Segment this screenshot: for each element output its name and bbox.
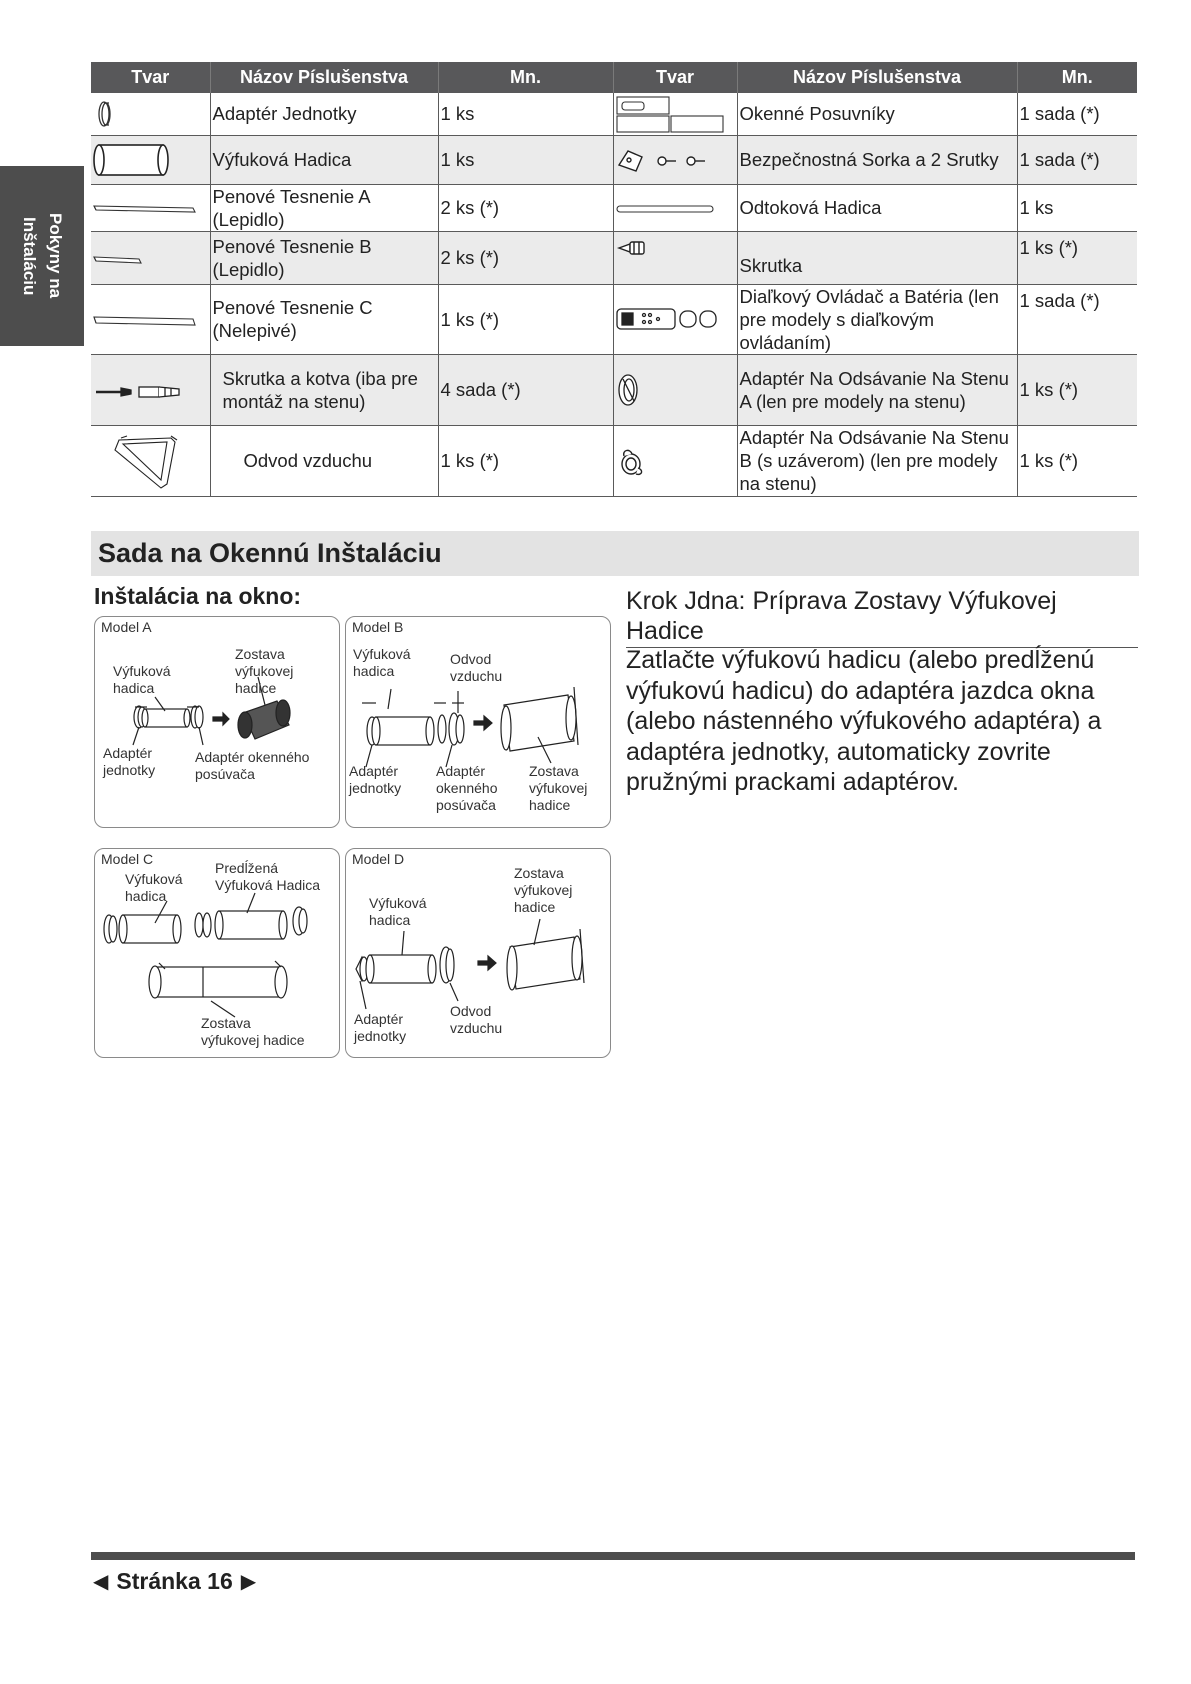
exhaust-hose-icon [91, 135, 210, 184]
diagram-model-b [345, 616, 611, 828]
subsection-title: Inštalácia na okno: [94, 583, 302, 609]
col-header-shape: Tvar [91, 62, 210, 93]
foam-seal-c-icon [91, 284, 210, 354]
item-qty: 1 sada (*) [1017, 284, 1137, 354]
table-row [91, 93, 1137, 135]
wall-adapter-b-icon [613, 425, 737, 496]
model-d-outlet-label: Odvod vzduchu [450, 1003, 503, 1036]
model-a-hose-label: Výfuková hadica [113, 663, 171, 696]
model-a-unit-adapter-label: Adaptér jednotky [103, 745, 156, 778]
table-header-row [91, 62, 1137, 93]
item-name: Výfuková Hadica [210, 135, 438, 184]
item-name: Bezpečnostná Sorka a 2 Srutky [737, 135, 1017, 184]
item-name: Skrutka [737, 231, 1017, 284]
section-title: Sada na Okennú Inštaláciu [98, 538, 442, 568]
item-name: Penové Tesnenie C (Nelepivé) [210, 284, 438, 354]
diagram-model-a [94, 616, 340, 828]
item-name: Penové Tesnenie A (Lepidlo) [210, 184, 438, 231]
model-a-title: Model A [101, 619, 152, 635]
item-qty: 1 ks [438, 135, 613, 184]
item-qty: 2 ks (*) [438, 184, 613, 231]
model-c-assembly-label: Zostava výfukovej hadice [201, 1015, 305, 1048]
remote-control-icon [613, 284, 737, 354]
footer-divider [91, 1552, 1135, 1560]
side-tab-label: Pokyny na Inštaláciu [20, 213, 65, 299]
col-header-name: Názov Píslušenstva [737, 62, 1017, 93]
col-header-qty: Mn. [438, 62, 613, 93]
screw-icon [613, 231, 737, 284]
item-name: Okenné Posuvníky [737, 93, 1017, 135]
model-b-unit-adapter-label: Adaptér jednotky [349, 763, 402, 796]
model-b-assembly-label: Zostava výfukovej hadice [529, 763, 588, 813]
model-c-extended-label: Predĺžená Výfuková Hadica [215, 860, 321, 893]
model-c-hose-label: Výfuková hadica [125, 871, 183, 904]
item-qty: 1 ks [438, 93, 613, 135]
model-d-hose-label: Výfuková hadica [369, 895, 427, 928]
section-header [91, 531, 1139, 576]
col-header-qty: Mn. [1017, 62, 1137, 93]
model-c-title: Model C [101, 851, 154, 867]
model-a-assembly-label: Zostava výfukovej hadice [235, 646, 294, 696]
item-name: Odtoková Hadica [737, 184, 1017, 231]
step-title: Krok Jdna: Príprava Zostavy Výfukovej Hadice [626, 586, 1138, 648]
item-qty: 1 sada (*) [1017, 135, 1137, 184]
foam-seal-b-icon [91, 231, 210, 284]
item-name: Adaptér Na Odsávanie Na Stenu B (s uzáverom) (len pre modely na stenu) [737, 425, 1017, 496]
table-row [91, 184, 1137, 231]
model-a-slider-adapter-label: Adaptér okenného posúvača [195, 749, 310, 782]
model-d-assembly-label: Zostava výfukovej hadice [514, 865, 573, 915]
wall-adapter-a-icon [613, 354, 737, 425]
window-slider-icon [613, 93, 737, 135]
drain-hose-icon [613, 184, 737, 231]
diagram-model-c [94, 848, 340, 1058]
air-outlet-icon [91, 425, 210, 496]
model-b-title: Model B [352, 619, 404, 635]
item-qty: 1 ks (*) [1017, 354, 1137, 425]
item-qty: 1 sada (*) [1017, 93, 1137, 135]
model-a-drawing [95, 617, 339, 827]
item-qty: 1 ks (*) [1017, 425, 1137, 496]
safety-bracket-icon [613, 135, 737, 184]
step-body: Zatlačte výfukovú hadicu (alebo predĺženú výfukovú hadicu) do adaptéra jazdca okna (alebo nástenného výfukového adaptéra) a adaptéra jednotky, automaticky zovrite pružnými prackami adaptérov. [626, 646, 1102, 796]
item-name: Odvod vzduchu [210, 425, 438, 496]
foam-seal-a-icon [91, 184, 210, 231]
model-d-unit-adapter-label: Adaptér jednotky [354, 1011, 407, 1044]
item-name: Adaptér Jednotky [210, 93, 438, 135]
col-header-shape: Tvar [613, 62, 737, 93]
item-qty: 1 ks (*) [1017, 231, 1137, 284]
side-tab [0, 166, 84, 346]
table-row [91, 231, 1137, 284]
model-b-hose-label: Výfuková hadica [353, 646, 411, 679]
item-name: Diaľkový Ovládač a Batéria (len pre modely s diaľkovým ovládaním) [737, 284, 1017, 354]
page-footer [93, 1568, 256, 1595]
accessories-table [91, 62, 1137, 497]
screw-and-anchor-icon [91, 354, 210, 425]
unit-adapter-icon [91, 93, 210, 135]
item-name: Penové Tesnenie B (Lepidlo) [210, 231, 438, 284]
model-b-slider-adapter-label: Adaptér okenného posúvača [436, 763, 498, 813]
previous-page-icon[interactable]: ◀ [93, 1571, 109, 1593]
table-row [91, 354, 1137, 425]
next-page-icon[interactable]: ▶ [240, 1571, 257, 1593]
table-row [91, 425, 1137, 496]
model-d-title: Model D [352, 851, 405, 867]
item-qty: 2 ks (*) [438, 231, 613, 284]
col-header-name: Názov Píslušenstva [210, 62, 438, 93]
item-qty: 4 sada (*) [438, 354, 613, 425]
item-qty: 1 ks (*) [438, 425, 613, 496]
diagram-model-d [345, 848, 611, 1058]
item-name: Skrutka a kotva (iba pre montáž na stenu) [210, 354, 438, 425]
item-qty: 1 ks [1017, 184, 1137, 231]
item-qty: 1 ks (*) [438, 284, 613, 354]
table-row [91, 284, 1137, 354]
model-b-outlet-label: Odvod vzduchu [450, 651, 503, 684]
page-number: Stránka 16 [116, 1568, 233, 1594]
item-name: Adaptér Na Odsávanie Na Stenu A (len pre modely na stenu) [737, 354, 1017, 425]
table-row [91, 135, 1137, 184]
